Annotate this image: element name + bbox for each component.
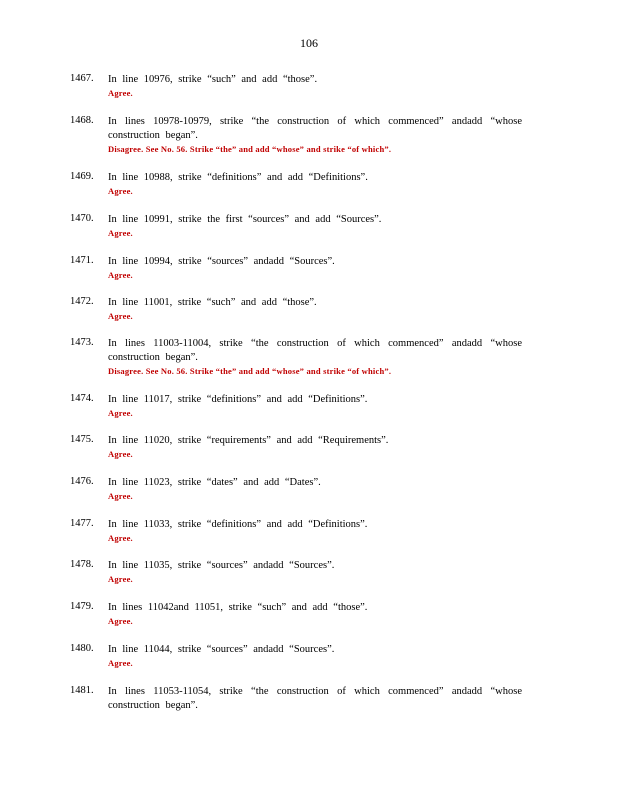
amendment-response: Agree. — [108, 88, 133, 98]
amendment-text-line: In line 11033, strike “definitions” and add “Definitions”. — [108, 519, 368, 530]
amendment-body — [108, 115, 540, 155]
amendment-body — [108, 255, 540, 281]
amendment-item — [70, 518, 540, 544]
amendment-body — [108, 643, 540, 669]
amendment-item — [70, 643, 540, 669]
amendment-body — [108, 393, 540, 419]
amendment-response: Agree. — [108, 658, 133, 668]
amendment-response: Disagree. See No. 56. Strike “the” and add “whose” and strike “of which”. — [108, 366, 392, 376]
amendment-text-line: In line 11023, strike “dates” and add “Dates”. — [108, 477, 321, 488]
amendment-response: Agree. — [108, 311, 133, 321]
amendment-body — [108, 73, 540, 99]
page-number: 106 — [300, 36, 318, 50]
amendment-item — [70, 393, 540, 419]
amendment-number: 1472. — [70, 296, 94, 307]
amendment-text-line: In lines 11042and 11051, strike “such” and add “those”. — [108, 602, 368, 613]
amendment-number: 1480. — [70, 643, 94, 654]
amendment-number: 1467. — [70, 73, 94, 84]
amendment-item — [70, 476, 540, 502]
amendment-response: Disagree. See No. 56. Strike “the” and add “whose” and strike “of which”. — [108, 144, 392, 154]
amendment-item — [70, 73, 540, 99]
amendment-number: 1470. — [70, 213, 94, 224]
amendment-response: Agree. — [108, 270, 133, 280]
amendment-response: Agree. — [108, 408, 133, 418]
amendment-response: Agree. — [108, 616, 133, 626]
amendment-body — [108, 685, 540, 713]
amendment-text-line: In line 11044, strike “sources” andadd “Sources”. — [108, 644, 335, 655]
amendment-text-line: In line 11001, strike “such” and add “those”. — [108, 297, 317, 308]
amendment-number: 1469. — [70, 171, 94, 182]
amendment-text-line: In line 11017, strike “definitions” and add “Definitions”. — [108, 394, 368, 405]
amendment-text-line: In line 10988, strike “definitions” and add “Definitions”. — [108, 172, 368, 183]
amendment-item — [70, 685, 540, 713]
amendment-number: 1474. — [70, 393, 94, 404]
amendment-item — [70, 296, 540, 322]
amendment-number: 1468. — [70, 115, 94, 126]
amendment-body — [108, 337, 540, 377]
amendment-item — [70, 337, 540, 377]
amendment-response: Agree. — [108, 449, 133, 459]
amendment-number: 1479. — [70, 601, 94, 612]
amendment-body — [108, 518, 540, 544]
amendment-body — [108, 296, 540, 322]
amendment-item — [70, 601, 540, 627]
amendment-number: 1475. — [70, 434, 94, 445]
amendment-body — [108, 601, 540, 627]
amendment-response: Agree. — [108, 228, 133, 238]
amendment-response: Agree. — [108, 533, 133, 543]
amendment-number: 1481. — [70, 685, 94, 696]
amendment-response: Agree. — [108, 491, 133, 501]
amendment-body — [108, 434, 540, 460]
amendment-number: 1477. — [70, 518, 94, 529]
amendment-text-line: In line 10991, strike the first “sources” and add “Sources”. — [108, 214, 382, 225]
amendment-response: Agree. — [108, 186, 133, 196]
amendment-text-line: In line 11020, strike “requirements” and add “Requirements”. — [108, 435, 389, 446]
amendment-body — [108, 171, 540, 197]
amendment-item — [70, 434, 540, 460]
amendment-number: 1471. — [70, 255, 94, 266]
amendment-item — [70, 559, 540, 585]
amendment-item — [70, 115, 540, 155]
amendment-text-line: In lines 11003-11004, strike “the construction of which commenced” andadd “whose — [108, 338, 522, 349]
amendment-text-line: construction began”. — [108, 352, 198, 363]
amendment-text-line: construction began”. — [108, 130, 198, 141]
amendment-text-line: In line 10994, strike “sources” andadd “Sources”. — [108, 256, 335, 267]
amendment-number: 1476. — [70, 476, 94, 487]
amendment-body — [108, 476, 540, 502]
amendment-number: 1473. — [70, 337, 94, 348]
amendment-text-line: In lines 11053-11054, strike “the construction of which commenced” andadd “whose — [108, 686, 522, 697]
amendment-body — [108, 213, 540, 239]
amendment-text-line: In line 11035, strike “sources” andadd “Sources”. — [108, 560, 335, 571]
amendment-text-line: construction began”. — [108, 700, 198, 711]
amendment-response: Agree. — [108, 574, 133, 584]
amendment-number: 1478. — [70, 559, 94, 570]
amendment-item — [70, 171, 540, 197]
amendment-item — [70, 213, 540, 239]
amendment-item — [70, 255, 540, 281]
amendment-text-line: In line 10976, strike “such” and add “those”. — [108, 74, 318, 85]
amendment-text-line: In lines 10978-10979, strike “the construction of which commenced” andadd “whose — [108, 116, 522, 127]
amendment-body — [108, 559, 540, 585]
